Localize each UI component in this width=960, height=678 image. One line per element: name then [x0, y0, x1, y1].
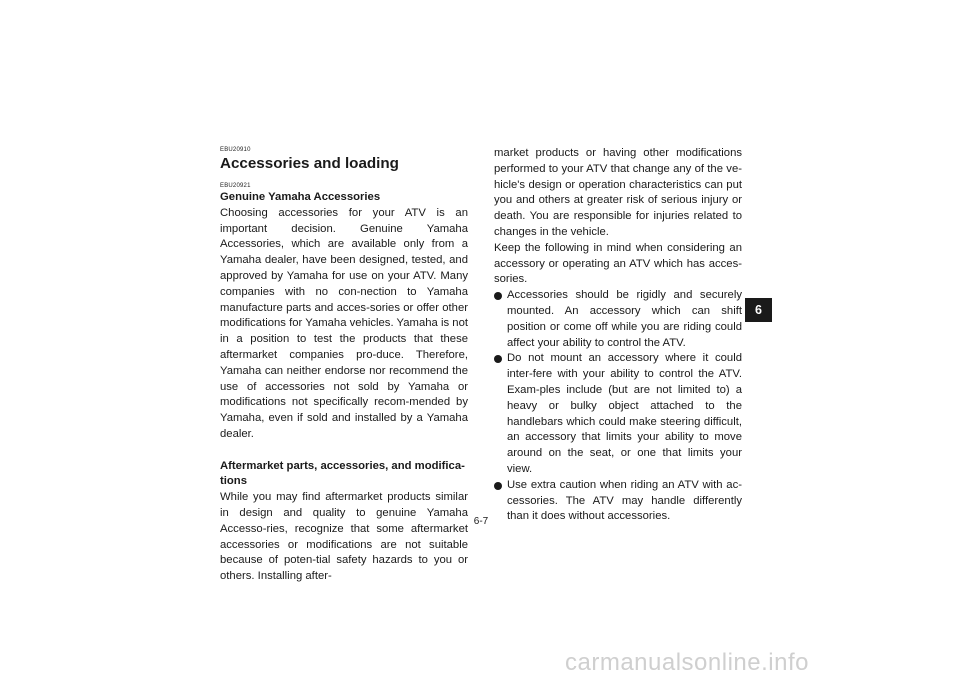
- left-column: [220, 146, 468, 585]
- bullet-icon: [494, 482, 502, 490]
- section-title: Accessories and loading: [220, 155, 399, 172]
- chapter-tab: 6: [745, 298, 772, 322]
- bullet-icon: [494, 292, 502, 300]
- bullet-icon: [494, 355, 502, 363]
- genuine-accessories-paragraph: Choosing accessories for your ATV is an important decision. Genuine Yamaha Accessories, which are available only from a Yamaha dealer, have been designed, tested, and approved by Yamaha for use on your ATV. Many companies with no con-nection to Yamaha manufacture parts and acces-sories or offer other modifications for Yamaha vehicles. Yamaha is not in a position to test the products that these aftermarket companies pro-duce. Therefore, Yamaha can neither endorse nor recommend the use of accessories not sold by Yamaha or modifications not specifically recom-mended by Yamaha, even if sold and installed by a Yamaha dealer.: [220, 206, 468, 440]
- list-item: [494, 288, 742, 351]
- considerations-list: [494, 288, 742, 525]
- list-item-text: Accessories should be rigidly and securely mounted. An accessory which can shift position or come off while you are riding could affect your ability to control the ATV.: [507, 289, 742, 349]
- aftermarket-paragraph: While you may find aftermarket products similar in design and quality to genuine Yamaha Accesso-ries, recognize that some aftermarket accessories or modifications are not suitable because of poten-tial safety hazards to you or others. Installing after-: [220, 491, 468, 583]
- spacer: [220, 443, 468, 459]
- list-item: [494, 351, 742, 477]
- considerations-intro: Keep the following in mind when considering an accessory or operating an ATV which has acces-sories.: [494, 241, 742, 286]
- right-column: [494, 146, 742, 525]
- watermark: carmanualsonline.info: [565, 649, 809, 676]
- list-item-text: Do not mount an accessory where it could inter-fere with your ability to control the ATV. Exam-ples include (but are not limited to) a heavy or bulky object attached to the handlebars which could make steering difficult, an accessory that limits your ability to move around on the seat, or one that limits your view.: [507, 352, 742, 475]
- list-item: [494, 478, 742, 525]
- section-code: EBU20910: [220, 147, 251, 153]
- subsection-title-genuine-accessories: Genuine Yamaha Accessories: [220, 191, 381, 203]
- page-number: 6-7: [473, 516, 489, 527]
- aftermarket-continued-paragraph: market products or having other modifications performed to your ATV that change any of the ve-hicle's design or operation characteristics can put you and others at greater risk of serious injury or death. You are responsible for injuries related to changes in the vehicle.: [494, 147, 742, 238]
- list-item-text: Use extra caution when riding an ATV with ac-cessories. The ATV may handle differently than it does without accessories.: [507, 478, 742, 523]
- subsection-title-aftermarket: Aftermarket parts, accessories, and modifica-tions: [220, 459, 465, 488]
- subsection-code: EBU20921: [220, 183, 251, 189]
